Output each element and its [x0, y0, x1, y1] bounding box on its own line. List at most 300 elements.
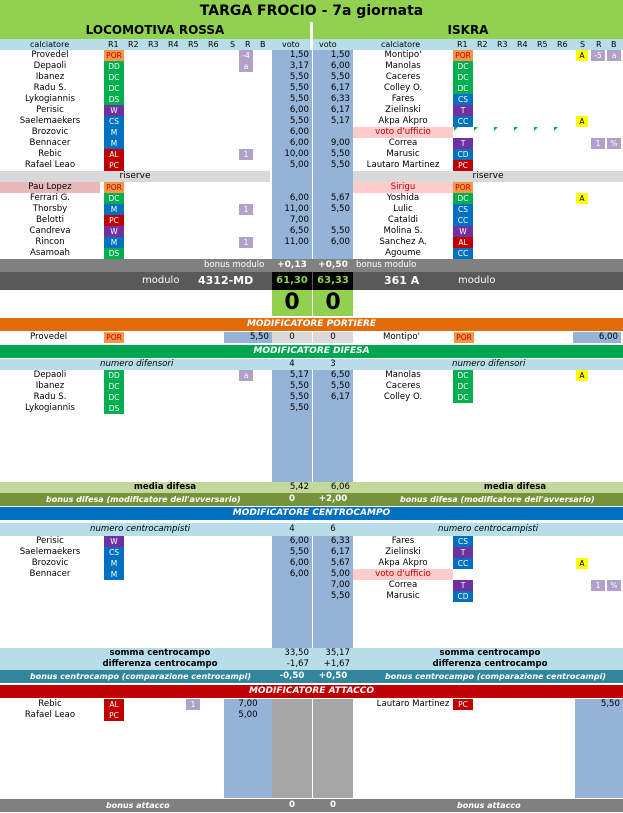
player-vote: 6,00: [289, 536, 309, 546]
role-badge: CS: [453, 204, 473, 215]
role-badge: POR: [453, 182, 473, 193]
att-home-row: [0, 710, 224, 721]
home-header-row: [0, 39, 310, 50]
player-vote: [313, 127, 353, 138]
mid-away-row: [353, 547, 623, 558]
role-badge: DC: [453, 83, 473, 94]
role-badge: M: [104, 127, 124, 138]
att-away-bonus: 0: [330, 800, 336, 810]
b-mark: %: [607, 580, 621, 591]
away-player-row: [353, 138, 623, 149]
player-name: Caceres: [385, 381, 421, 391]
role-badge: AL: [104, 699, 124, 710]
s-mark: A: [576, 193, 588, 204]
tick-mark: [554, 127, 558, 131]
col-r5: R5: [537, 40, 548, 49]
s-mark: A: [576, 370, 588, 381]
col-s: S: [230, 40, 236, 49]
player-name: Bennacer: [29, 569, 71, 579]
home-team-name: LOCOMOTIVA ROSSA: [0, 22, 310, 39]
mid-away-count: 6: [330, 524, 336, 534]
player-name: Thorsby: [32, 204, 68, 214]
player-vote: 5,50: [289, 116, 309, 126]
mid-sum-row: [0, 648, 623, 659]
player-vote: 5,50: [330, 72, 350, 82]
s-mark: A: [576, 116, 588, 127]
away-player-row: [353, 61, 623, 72]
player-vote: 6,17: [330, 83, 350, 93]
home-reserve-row: [0, 226, 270, 237]
player-name: Agoume: [385, 248, 421, 258]
player-vote: 5,50: [330, 204, 350, 214]
player-vote: 9,00: [330, 138, 350, 148]
col-r: R: [596, 40, 602, 49]
player-vote: 7,00: [238, 699, 258, 709]
player-vote: 6,00: [289, 105, 309, 115]
goals-row: [0, 290, 623, 316]
role-badge: DD: [104, 370, 124, 381]
player-name: Fares: [391, 94, 415, 104]
mid-diff-label-away: differenza centrocampo: [432, 659, 548, 669]
def-avg-label-away: media difesa: [483, 482, 547, 492]
player-name: Rafael Leao: [24, 710, 76, 720]
player-vote: 5,50: [600, 699, 620, 709]
role-badge: DC: [453, 72, 473, 83]
home-player-row: [0, 94, 270, 105]
home-player-row: [0, 116, 270, 127]
col-r3: R3: [497, 40, 508, 49]
col-player: calciatore: [381, 40, 421, 49]
def-away-row: [353, 392, 623, 403]
player-name: Lulic: [393, 204, 413, 214]
player-vote: 5,50: [330, 226, 350, 236]
role-badge: M: [104, 237, 124, 248]
col-r5: R5: [188, 40, 199, 49]
player-name: voto d'ufficio: [353, 127, 453, 138]
role-badge: POR: [453, 50, 473, 61]
player-name: Saelemaekers: [19, 547, 81, 557]
def-home-row: [0, 392, 270, 403]
player-vote: [313, 182, 353, 193]
player-vote: 5,50: [289, 94, 309, 104]
player-name: Belotti: [36, 215, 64, 225]
player-vote: 5,50: [330, 591, 350, 601]
def-away-avg: 6,06: [330, 482, 350, 492]
role-badge: DS: [104, 248, 124, 259]
def-away-bonus: +2,00: [318, 494, 348, 504]
mid-away-bonus: +0,50: [318, 671, 348, 681]
player-name: Rincon: [35, 237, 65, 247]
home-player-row: [0, 50, 270, 61]
home-player-row: [0, 105, 270, 116]
att-bonus-label: bonus attacco: [106, 801, 170, 810]
player-name: Manolas: [385, 61, 421, 71]
role-badge: CC: [453, 215, 473, 226]
bonus-mark: 1: [186, 699, 200, 710]
player-name: Lykogiannis: [25, 94, 75, 104]
b-mark: %: [607, 138, 621, 149]
bonus-mark: -4: [239, 50, 253, 61]
player-vote: [272, 248, 312, 259]
player-vote: 1,50: [289, 50, 309, 60]
player-vote: 5,67: [330, 193, 350, 203]
player-name: Akpa Akpro: [378, 558, 428, 568]
col-b: B: [611, 40, 617, 49]
home-reserve-row: [0, 215, 270, 226]
mid-home-count: 4: [289, 524, 295, 534]
mid-diff-row: [0, 659, 623, 670]
player-vote: 6,17: [330, 392, 350, 402]
player-vote: 5,17: [330, 116, 350, 126]
role-badge: M: [104, 138, 124, 149]
gk-home-bonus: 0: [272, 332, 312, 343]
role-badge: DS: [104, 94, 124, 105]
def-home-row: [0, 370, 270, 381]
away-player-row: [353, 160, 623, 171]
home-reserves-label: riserve: [0, 171, 270, 182]
mid-home-row: [0, 558, 270, 569]
def-home-row: [0, 403, 270, 414]
player-name: Cataldi: [387, 215, 419, 225]
gk-home-name: Provedel: [30, 332, 68, 342]
def-home-row: [0, 381, 270, 392]
role-badge: M: [104, 569, 124, 580]
bonus-module-label-away: bonus modulo: [356, 260, 417, 270]
mid-home-row: [0, 547, 270, 558]
player-vote: [272, 182, 312, 193]
role-badge: CC: [453, 558, 473, 569]
att-home-bonus-col: [272, 699, 312, 798]
player-name: Zielinski: [385, 547, 421, 557]
role-badge: PC: [104, 215, 124, 226]
def-home-avg: 5,42: [289, 482, 309, 492]
role-badge: CD: [453, 591, 473, 602]
role-badge: CS: [453, 94, 473, 105]
tick-mark: [454, 127, 458, 131]
player-name: Lautaro Martinez: [376, 699, 450, 709]
away-total: 63,33: [313, 272, 353, 290]
role-badge: DC: [453, 392, 473, 403]
col-vote: voto: [319, 40, 337, 49]
gk-home-vote: 5,50: [224, 332, 272, 343]
mid-bonus-row: [0, 670, 623, 683]
col-r2: R2: [128, 40, 139, 49]
away-player-row: [353, 116, 623, 127]
away-reserve-row: [353, 204, 623, 215]
player-vote: [313, 215, 353, 226]
player-vote: 6,17: [330, 547, 350, 557]
home-total: 61,30: [272, 272, 312, 290]
mid-count-label: numero centrocampisti: [90, 524, 191, 534]
away-player-row: [353, 72, 623, 83]
col-r1: R1: [457, 40, 468, 49]
def-away-row: [353, 381, 623, 392]
def-count-row: [0, 359, 623, 370]
mid-home-bonus: -0,50: [279, 671, 305, 681]
player-name: Pau Lopez: [0, 182, 100, 193]
mid-away-row: [353, 569, 623, 580]
bonus-mark: a: [239, 370, 253, 381]
player-name: Rafael Leao: [24, 160, 76, 170]
att-away-col: [575, 699, 623, 798]
player-name: Ferrari G.: [30, 193, 70, 203]
player-vote: 6,00: [289, 138, 309, 148]
role-badge: DC: [453, 370, 473, 381]
role-badge: PC: [104, 710, 124, 721]
away-player-row: [353, 149, 623, 160]
away-team-name: ISKRA: [313, 22, 623, 39]
gk-away-name: Montipo': [383, 332, 420, 342]
player-name: Lykogiannis: [25, 403, 75, 413]
role-badge: DC: [104, 381, 124, 392]
away-player-row: [353, 83, 623, 94]
home-reserve-row: [0, 204, 270, 215]
s-mark: A: [576, 50, 588, 61]
mid-count-row: [0, 523, 623, 536]
mid-away-row: [353, 558, 623, 569]
def-bonus-row: [0, 493, 623, 506]
player-name: Sirigu: [353, 182, 453, 193]
player-vote: 6,00: [289, 193, 309, 203]
player-name: Brozovic: [31, 558, 69, 568]
player-name: Zielinski: [385, 105, 421, 115]
mid-sum-label-away: somma centrocampo: [439, 648, 541, 658]
player-name: Saelemaekers: [19, 116, 81, 126]
att-home-bonus: 0: [289, 800, 295, 810]
away-reserve-row: [353, 182, 623, 193]
role-badge: POR: [104, 182, 124, 193]
gk-row: [0, 332, 623, 343]
player-name: Marusic: [386, 591, 420, 601]
bonus-mark: 1: [239, 149, 253, 160]
player-vote: 5,50: [289, 392, 309, 402]
player-name: Fares: [391, 536, 415, 546]
def-bonus-label: bonus difesa (modificatore dell'avversario): [46, 495, 241, 504]
player-name: Ibanez: [35, 381, 65, 391]
role-badge: DC: [104, 392, 124, 403]
col-r3: R3: [148, 40, 159, 49]
col-player: calciatore: [30, 40, 70, 49]
def-home-bonus: 0: [289, 494, 295, 504]
player-vote: 5,50: [330, 149, 350, 159]
bonus-mark: 1: [239, 237, 253, 248]
player-vote: 1,50: [330, 50, 350, 60]
mid-sum-label: somma centrocampo: [109, 648, 211, 658]
player-vote: 11,00: [284, 237, 309, 247]
bonus-module-label: bonus modulo: [204, 260, 265, 270]
gk-away-role: POR: [454, 332, 474, 343]
r-mark: 1: [591, 138, 605, 149]
mid-away-diff: +1,67: [323, 659, 350, 669]
player-vote: 6,00: [330, 61, 350, 71]
role-badge: CS: [104, 547, 124, 558]
mid-bonus-label: bonus centrocampo (comparazione centrocampi): [30, 672, 252, 681]
mid-away-row: [353, 591, 623, 602]
player-name: Lautaro Martinez: [366, 160, 440, 170]
player-name: Rebic: [38, 149, 62, 159]
role-badge: PC: [104, 160, 124, 171]
home-module: 4312-MD: [198, 274, 254, 287]
away-goals: 0: [313, 290, 353, 316]
r-mark: 1: [591, 580, 605, 591]
tick-marks: [454, 127, 564, 135]
player-vote: 5,50: [330, 381, 350, 391]
player-vote: 5,50: [330, 160, 350, 170]
tick-mark: [534, 127, 538, 131]
col-b: B: [260, 40, 266, 49]
mid-count-label-away: numero centrocampisti: [438, 524, 539, 534]
home-reserve-row: [0, 237, 270, 248]
role-badge: DC: [453, 61, 473, 72]
role-badge: DC: [453, 381, 473, 392]
player-name: Correa: [388, 580, 418, 590]
page-title: TARGA FROCIO - 7a giornata: [0, 0, 623, 22]
home-player-row: [0, 127, 270, 138]
att-away-row: [353, 699, 573, 710]
away-reserve-row: [353, 226, 623, 237]
tick-mark: [494, 127, 498, 131]
player-name: Candreva: [29, 226, 71, 236]
player-name: Asamoah: [30, 248, 70, 258]
role-badge: CD: [453, 149, 473, 160]
def-bonus-label-away: bonus difesa (modificatore dell'avversario): [400, 495, 595, 504]
player-vote: 6,33: [330, 536, 350, 546]
player-vote: 10,00: [284, 149, 309, 159]
role-badge: CC: [453, 116, 473, 127]
home-module-label: modulo: [142, 275, 180, 286]
player-vote: 11,00: [284, 204, 309, 214]
role-badge: T: [453, 138, 473, 149]
player-name: Ibanez: [35, 72, 65, 82]
role-badge: CC: [453, 248, 473, 259]
role-badge: PC: [453, 160, 473, 171]
def-count-label-away: numero difensori: [452, 359, 526, 369]
col-r2: R2: [477, 40, 488, 49]
mid-home-sum: 33,50: [284, 648, 309, 658]
role-badge: W: [453, 226, 473, 237]
player-vote: 6,50: [330, 370, 350, 380]
player-vote: 5,00: [238, 710, 258, 720]
role-badge: W: [104, 105, 124, 116]
away-player-row: [353, 105, 623, 116]
col-vote: voto: [282, 40, 300, 49]
role-badge: DC: [104, 72, 124, 83]
role-badge: PC: [453, 699, 473, 710]
tick-mark: [474, 127, 478, 131]
mid-away-row: [353, 536, 623, 547]
home-player-row: [0, 160, 270, 171]
def-away-count: 3: [330, 359, 336, 369]
r-mark: -5: [591, 50, 605, 61]
role-badge: T: [453, 580, 473, 591]
player-vote: 6,17: [330, 105, 350, 115]
player-name: Sanchez A.: [379, 237, 427, 247]
player-name: Depaoli: [33, 61, 67, 71]
role-badge: AL: [453, 237, 473, 248]
mid-away-row: [353, 580, 623, 591]
away-reserve-row: [353, 237, 623, 248]
role-badge: DS: [104, 403, 124, 414]
away-bonus-module: +0,50: [318, 260, 348, 270]
player-vote: 5,00: [289, 160, 309, 170]
b-mark: a: [607, 50, 621, 61]
role-badge: T: [453, 547, 473, 558]
away-player-row: [353, 50, 623, 61]
player-vote: 5,00: [330, 569, 350, 579]
role-badge: POR: [104, 50, 124, 61]
att-bonus-row: [0, 799, 623, 812]
role-badge: DC: [104, 83, 124, 94]
away-reserve-row: [353, 215, 623, 226]
role-badge: M: [104, 558, 124, 569]
player-name: voto d'ufficio: [353, 569, 453, 580]
player-name: Yoshida: [386, 193, 420, 203]
col-r1: R1: [108, 40, 119, 49]
home-reserve-row: [0, 193, 270, 204]
bonus-mark: 1: [239, 204, 253, 215]
player-vote: 6,00: [289, 569, 309, 579]
player-vote: 5,50: [289, 381, 309, 391]
role-badge: M: [104, 204, 124, 215]
player-name: Perisic: [36, 105, 64, 115]
bonus-module-row: [0, 259, 623, 272]
home-player-row: [0, 61, 270, 72]
away-module-label: modulo: [458, 275, 496, 286]
home-goals: 0: [272, 290, 312, 316]
mid-home-row: [0, 569, 270, 580]
role-badge: W: [104, 226, 124, 237]
mid-diff-label: differenza centrocampo: [102, 659, 218, 669]
att-bonus-label-away: bonus attacco: [457, 801, 521, 810]
role-badge: W: [104, 536, 124, 547]
home-bonus-module: +0,13: [277, 260, 307, 270]
player-name: Perisic: [36, 536, 64, 546]
role-badge: DD: [104, 61, 124, 72]
home-reserve-row: [0, 248, 270, 259]
player-vote: 6,33: [330, 94, 350, 104]
col-r6: R6: [208, 40, 219, 49]
def-section-title: MODIFICATORE DIFESA: [0, 345, 623, 358]
away-reserve-row: [353, 193, 623, 204]
gk-away-vote: 6,00: [573, 332, 621, 343]
player-vote: 6,50: [289, 226, 309, 236]
mid-section-title: MODIFICATORE CENTROCAMPO: [0, 507, 623, 520]
away-reserves-label: riserve: [353, 171, 623, 182]
away-module: 361 A: [384, 274, 420, 287]
player-vote: 7,00: [289, 215, 309, 225]
def-avg-label: media difesa: [133, 482, 197, 492]
col-r4: R4: [168, 40, 179, 49]
role-badge: CS: [453, 536, 473, 547]
mid-home-row: [0, 536, 270, 547]
player-name: Marusic: [386, 149, 420, 159]
player-vote: [313, 248, 353, 259]
home-player-row: [0, 149, 270, 160]
player-vote: 5,50: [289, 547, 309, 557]
away-player-row: [353, 94, 623, 105]
gk-home-role: POR: [104, 332, 124, 343]
role-badge: CS: [104, 116, 124, 127]
player-vote: 5,50: [289, 403, 309, 413]
mid-home-diff: -1,67: [286, 659, 309, 669]
player-name: Radu S.: [33, 83, 67, 93]
player-vote: 5,67: [330, 558, 350, 568]
player-vote: 6,00: [330, 237, 350, 247]
away-reserve-row: [353, 248, 623, 259]
player-vote: 5,17: [289, 370, 309, 380]
player-name: Rebic: [38, 699, 62, 709]
def-home-count: 4: [289, 359, 295, 369]
